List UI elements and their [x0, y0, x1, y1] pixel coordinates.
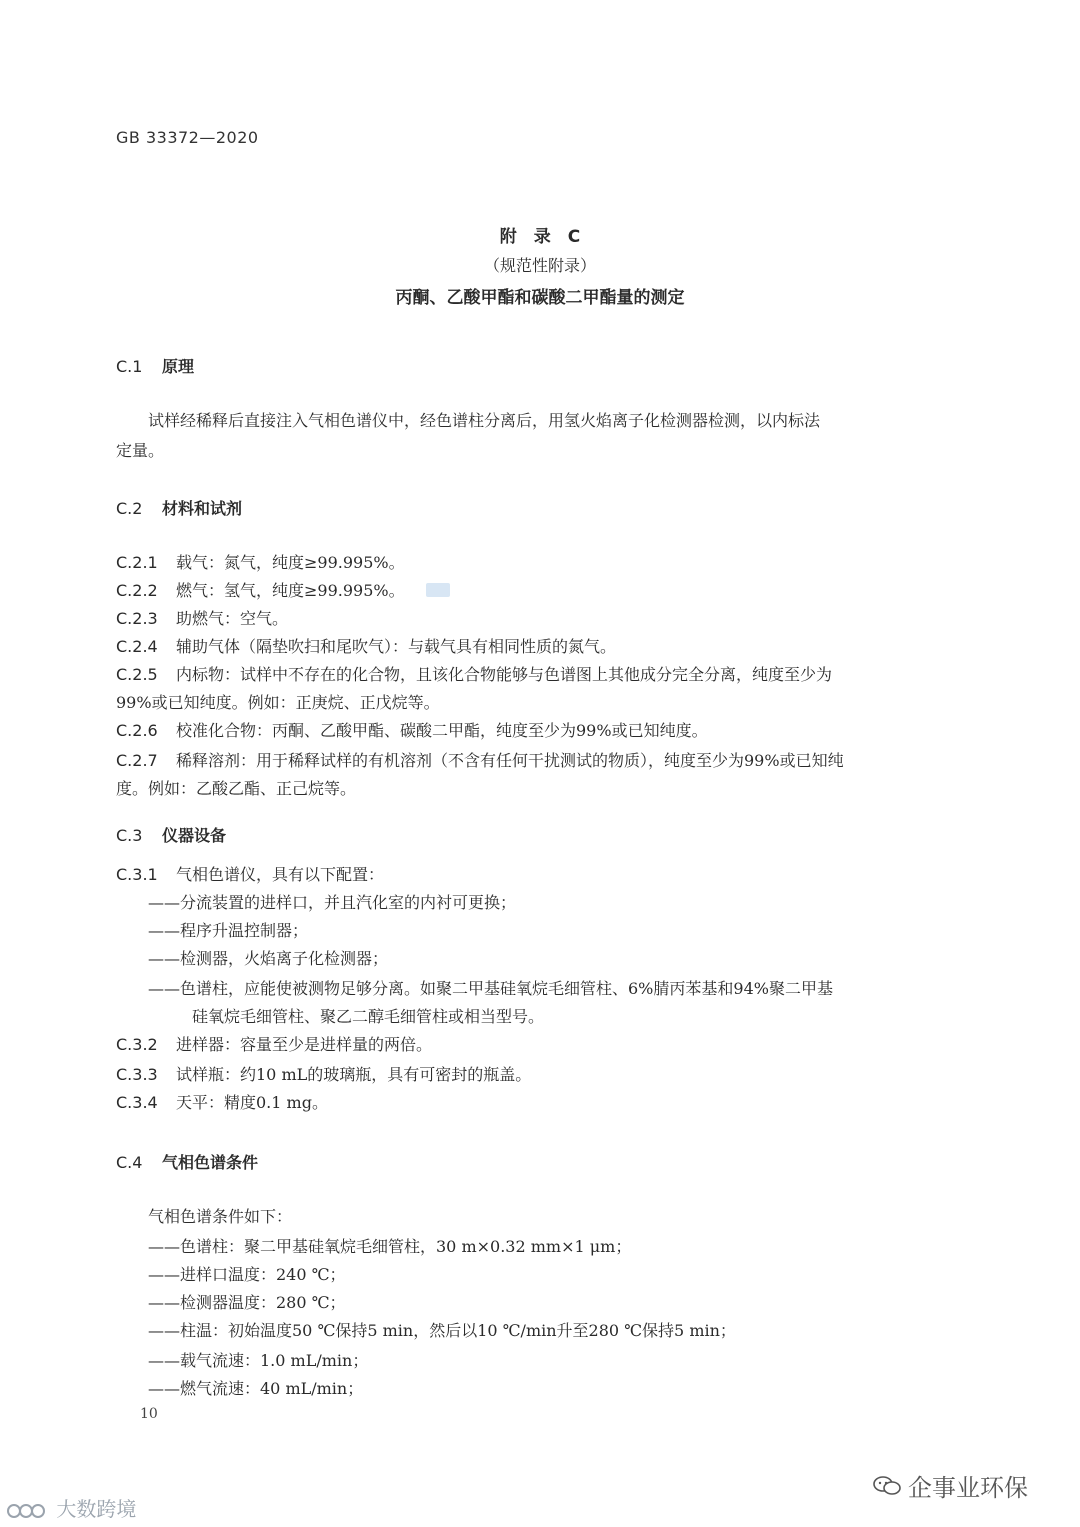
- watermark-right: [872, 1468, 1028, 1503]
- item-text: 燃气：氢气，纯度≥99.995%。: [176, 581, 405, 600]
- standard-code: GB 33372—2020: [116, 128, 259, 147]
- section-title: 材料和试剂: [162, 499, 243, 518]
- list-item: [116, 1034, 432, 1056]
- dash-list-item: ——检测器温度：280 ℃；: [148, 1293, 346, 1312]
- section-heading-c3: [116, 823, 226, 846]
- list-item: [116, 864, 384, 886]
- item-number: C.3.1: [116, 865, 158, 884]
- dash-list-item-continuation: 硅氧烷毛细管柱、聚乙二醇毛细管柱或相当型号。: [192, 1007, 545, 1026]
- dash-list-item: ——程序升温控制器；: [148, 921, 309, 940]
- item-number: C.3.2: [116, 1035, 158, 1054]
- section-title: 仪器设备: [162, 826, 227, 845]
- list-item-continuation: 度。例如：乙酸乙酯、正己烷等。: [116, 779, 357, 798]
- list-item: [116, 750, 844, 772]
- watermark-right-text: 企事业环保: [908, 1474, 1028, 1502]
- dash-list-item: ——柱温：初始温度50 ℃保持5 min，然后以10 ℃/min升至280 ℃保持5 min；: [148, 1321, 736, 1340]
- section-heading-c1: [116, 354, 194, 377]
- watermark-left-text: 大数跨境: [56, 1497, 137, 1521]
- paragraph-line: 试样经稀释后直接注入气相色谱仪中，经色谱柱分离后，用氢火焰离子化检测器检测，以内标法: [148, 411, 821, 430]
- item-number: C.2.7: [116, 751, 158, 770]
- item-text: 天平：精度0.1 mg。: [176, 1093, 328, 1112]
- item-number: C.3.3: [116, 1065, 158, 1084]
- item-number: C.2.6: [116, 721, 158, 740]
- section-heading-c4: [116, 1150, 258, 1173]
- section-number: C.2: [116, 499, 143, 518]
- item-text: 进样器：容量至少是进样量的两倍。: [176, 1035, 433, 1054]
- item-text: 辅助气体（隔垫吹扫和尾吹气）：与载气具有相同性质的氮气。: [176, 637, 617, 656]
- wechat-icon: [872, 1475, 902, 1497]
- item-text: 校准化合物：丙酮、乙酸甲酯、碳酸二甲酯，纯度至少为99%或已知纯度。: [176, 721, 708, 740]
- dash-list-item: ——进样口温度：240 ℃；: [148, 1265, 346, 1284]
- item-number: C.2.1: [116, 553, 158, 572]
- annex-title: 附 录 C: [499, 227, 581, 247]
- paragraph-line: 气相色谱条件如下：: [148, 1207, 293, 1226]
- list-item: [116, 552, 405, 574]
- list-item: [116, 580, 405, 602]
- item-text: 助燃气：空气。: [176, 609, 289, 628]
- item-number: C.3.4: [116, 1093, 158, 1112]
- brand-logo-icon: [6, 1500, 50, 1522]
- annex-subtitle: （规范性附录）: [483, 256, 596, 275]
- list-item: [116, 720, 708, 742]
- dash-list-item: ——分流装置的进样口，并且汽化室的内衬可更换；: [148, 893, 517, 912]
- item-text: 内标物：试样中不存在的化合物，且该化合物能够与色谱图上其他成分完全分离，纯度至少为: [176, 665, 833, 684]
- dash-list-item: ——色谱柱，应能使被测物足够分离。如聚二甲基硅氧烷毛细管柱、6%腈丙苯基和94%聚二甲基: [148, 979, 833, 998]
- section-heading-c2: [116, 496, 242, 519]
- list-item: [116, 636, 616, 658]
- list-item: [116, 608, 288, 630]
- dash-list-item: ——载气流速：1.0 mL/min；: [148, 1351, 369, 1370]
- annex-name: 丙酮、乙酸甲酯和碳酸二甲酯量的测定: [395, 288, 685, 308]
- item-text: 试样瓶：约10 mL的玻璃瓶，具有可密封的瓶盖。: [176, 1065, 532, 1084]
- dash-list-item: ——检测器，火焰离子化检测器；: [148, 949, 389, 968]
- list-item: [116, 1064, 531, 1086]
- watermark-left: [6, 1493, 136, 1522]
- item-number: C.2.2: [116, 581, 158, 600]
- item-number: C.2.4: [116, 637, 158, 656]
- faint-stamp-mark: [426, 583, 450, 597]
- dash-list-item: ——色谱柱：聚二甲基硅氧烷毛细管柱，30 m×0.32 mm×1 μm；: [148, 1237, 632, 1256]
- item-text: 载气：氮气，纯度≥99.995%。: [176, 553, 405, 572]
- paragraph-line: 定量。: [116, 441, 165, 460]
- section-title: 气相色谱条件: [162, 1153, 259, 1172]
- item-number: C.2.3: [116, 609, 158, 628]
- section-number: C.4: [116, 1153, 143, 1172]
- item-text: 稀释溶剂：用于稀释试样的有机溶剂（不含有任何干扰测试的物质），纯度至少为99%或已知纯: [176, 751, 844, 770]
- section-title: 原理: [162, 357, 195, 376]
- list-item: [116, 664, 832, 686]
- item-number: C.2.5: [116, 665, 158, 684]
- section-number: C.3: [116, 826, 143, 845]
- item-text: 气相色谱仪，具有以下配置：: [176, 865, 385, 884]
- section-number: C.1: [116, 357, 143, 376]
- page-number: 10: [140, 1406, 158, 1422]
- dash-list-item: ——燃气流速：40 mL/min；: [148, 1379, 364, 1398]
- list-item-continuation: 99%或已知纯度。例如：正庚烷、正戊烷等。: [116, 693, 440, 712]
- list-item: [116, 1092, 328, 1114]
